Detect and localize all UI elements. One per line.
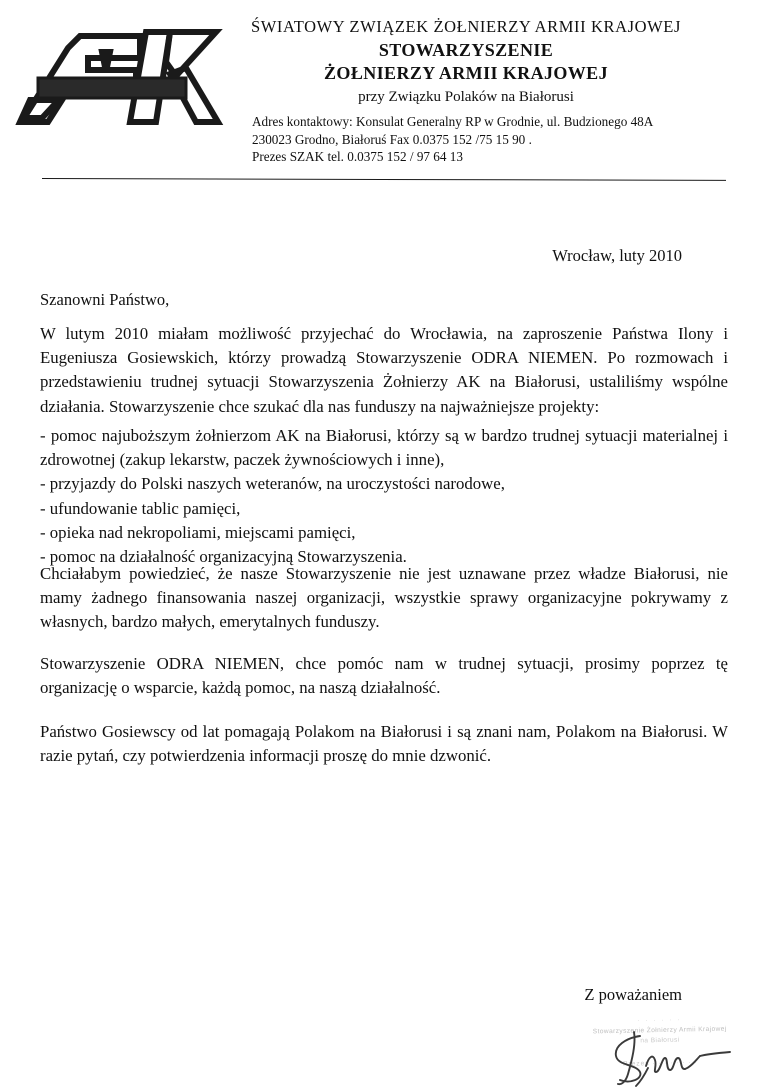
list-item: - opieka nad nekropoliami, miejscami pamięci, (40, 522, 356, 542)
paragraph-1: W lutym 2010 miałam możliwość przyjechać do Wrocławia, na zaproszenie Państwa Ilony i Eugeniusza Gosiewskich, którzy prowadzą Stowarzyszenie ODRA NIEMEN. Po rozmowach i przedstawieniu trudnej sytuacji Stowarzyszenia Żołnierzy AK na Białorusi, ustaliliśmy wspólne działania. Stowarzyszenie chce szukać dla nas funduszy na najważniejsze projekty: (40, 324, 728, 416)
paragraph-4: Stowarzyszenie ODRA NIEMEN, chce pomóc nam w trudnej sytuacji, prosimy poprzez tę organizację o wsparcie, każdą pomoc, na naszą działalność. (40, 654, 728, 698)
org-title-line-1: ŚWIATOWY ZWIĄZEK ŻOŁNIERZY ARMII KRAJOWEJ (250, 17, 681, 36)
stamp-line-3: na Białorusi (640, 1036, 680, 1045)
paragraph-5: Państwo Gosiewscy od lat pomagają Polakom na Białorusi i są znani nam, Polakom na Białorusi. W razie pytań, czy potwierdzenia informacji proszę do mnie dzwonić. (40, 722, 728, 766)
letterhead (0, 0, 768, 172)
org-title-line-2: STOWARZYSZENIE (378, 40, 554, 60)
contact-line-3: Prezes SZAK tel. 0.0375 152 / 97 64 13 (252, 149, 463, 164)
list-item: - przyjazdy do Polski naszych weteranów, na uroczystości narodowe, (40, 474, 505, 494)
project-list (40, 424, 728, 569)
contact-line-1: Adres kontaktowy: Konsulat Generalny RP w Grodnie, ul. Budzionego 48A (252, 114, 654, 129)
organization-titles (236, 16, 696, 108)
date-location-line: Wrocław, luty 2010 (552, 246, 682, 265)
ak-armia-krajowa-logo-icon (18, 22, 223, 132)
salutation: Szanowni Państwo, (40, 290, 170, 309)
signature-block (560, 1012, 765, 1092)
letterhead-divider (42, 178, 726, 181)
org-title-line-4: przy Związku Polaków na Białorusi (358, 89, 574, 105)
list-item: - pomoc najuboższym żołnierzom AK na Białorusi, którzy są w bardzo trudnej sytuacji materialnej i zdrowotnej (zakup lekarstw, paczek żywnościowych i inne), (40, 426, 728, 470)
paragraph-3: Chciałabym powiedzieć, że nasze Stowarzyszenie nie jest uznawane przez władze Białorusi, nie mamy żadnego finansowania naszej organizacji, wszystkie sprawy organizacyjne pokrywamy z własnych, bardzo małych, emerytalnych funduszy. (40, 564, 728, 632)
contact-address-block (252, 113, 722, 166)
stamp-line-4: Prezes · · · · · · · · (622, 1059, 698, 1068)
handwritten-signature-icon (596, 1030, 746, 1088)
list-item: - ufundowanie tablic pamięci, (40, 498, 241, 518)
stamp-line-2: Stowarzyszenie Żołnierzy Armii Krajowej (592, 1025, 727, 1036)
closing-salutation: Z poważaniem (584, 985, 682, 1004)
contact-line-2: 230023 Grodno, Białoruś Fax 0.0375 152 /75 15 90 . (252, 131, 532, 147)
org-title-line-3: ŻOŁNIERZY ARMII KRAJOWEJ (324, 63, 608, 83)
stamp-line-1: · · · · · · (637, 1016, 682, 1025)
list-item: - pomoc na działalność organizacyjną Stowarzyszenia. (40, 547, 407, 567)
